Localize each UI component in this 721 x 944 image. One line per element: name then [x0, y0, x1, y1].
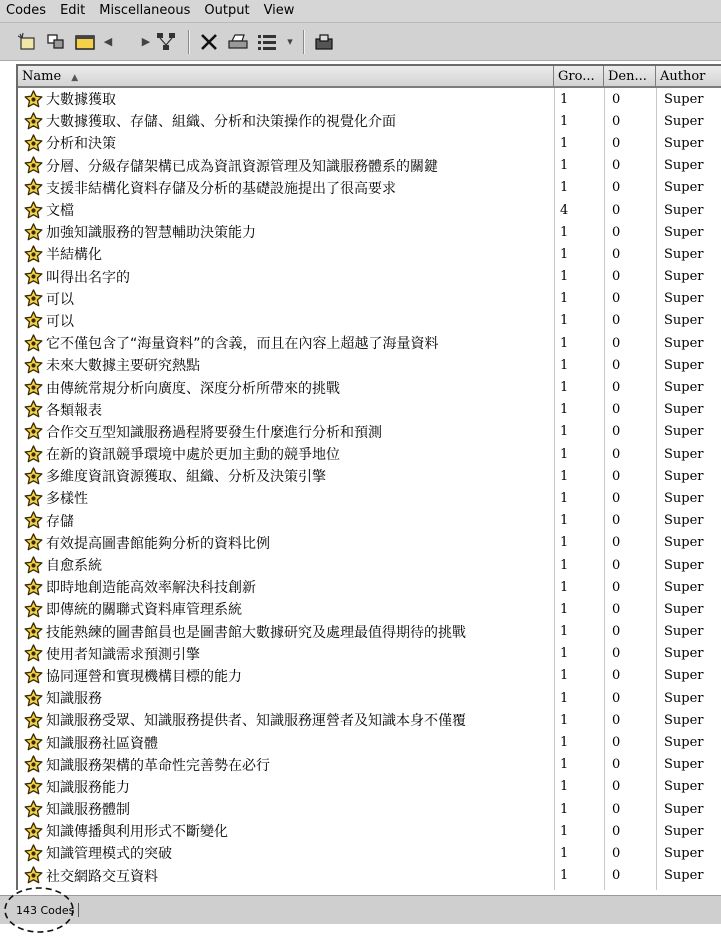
groundedness-cell: 1: [560, 380, 569, 396]
code-star-icon: [24, 112, 43, 131]
code-row[interactable]: [18, 354, 721, 376]
code-star-icon: [24, 800, 43, 819]
code-star-icon: [24, 356, 43, 375]
groundedness-cell: 1: [560, 446, 569, 462]
author-cell: Super: [664, 690, 704, 706]
code-name-cell: [18, 422, 554, 442]
author-cell: Super: [664, 224, 704, 240]
groundedness-cell: 1: [560, 424, 569, 440]
code-name: 大數據獲取: [46, 92, 116, 109]
dropdown-icon: ▾: [287, 35, 293, 48]
code-row[interactable]: [18, 443, 721, 465]
code-name: 由傳統常規分析向廣度、深度分析所帶來的挑戰: [46, 380, 340, 397]
toolbar: [0, 23, 721, 61]
code-star-icon: [24, 378, 43, 397]
density-cell: 0: [612, 779, 621, 795]
code-list-pane[interactable]: [16, 64, 721, 890]
rectangle-icon: [74, 32, 96, 52]
code-name-cell: [18, 511, 554, 531]
code-star-icon: [24, 866, 43, 885]
menu-output[interactable]: Output: [204, 3, 250, 18]
code-name-cell: [18, 488, 554, 508]
code-name: 存儲: [46, 513, 74, 530]
code-star-icon: [24, 489, 43, 508]
groundedness-cell: 1: [560, 313, 569, 329]
groundedness-cell: 1: [560, 246, 569, 262]
code-row[interactable]: [18, 798, 721, 820]
density-cell: 0: [612, 246, 621, 262]
menu-codes[interactable]: Codes: [6, 3, 47, 18]
groundedness-cell: 1: [560, 779, 569, 795]
code-row[interactable]: [18, 132, 721, 154]
code-row[interactable]: [18, 266, 721, 288]
code-list: [18, 88, 721, 887]
status-bar: [0, 895, 721, 924]
code-name-cell: [18, 799, 554, 819]
code-name: 知識服務社區資體: [46, 735, 158, 752]
author-cell: Super: [664, 91, 704, 107]
code-name: 加強知識服務的智慧輔助決策能力: [46, 225, 256, 242]
code-name-cell: [18, 178, 554, 198]
code-star-icon: [24, 134, 43, 153]
author-cell: Super: [664, 801, 704, 817]
code-name: 知識服務體制: [46, 802, 130, 819]
code-name: 有效提高圖書館能夠分析的資料比例: [46, 535, 270, 552]
code-row[interactable]: [18, 155, 721, 177]
code-row[interactable]: [18, 221, 721, 243]
density-cell: 0: [612, 624, 621, 640]
author-cell: Super: [664, 823, 704, 839]
density-cell: 0: [612, 845, 621, 861]
export-button[interactable]: [311, 29, 337, 55]
density-cell: 0: [612, 380, 621, 396]
code-name-cell: [18, 666, 554, 686]
groundedness-cell: 1: [560, 468, 569, 484]
annotation-circle: [2, 884, 76, 936]
column-header-name[interactable]: [18, 66, 554, 87]
column-header-groundedness[interactable]: Gro...: [554, 66, 604, 87]
code-star-icon: [24, 711, 43, 730]
groundedness-cell: 1: [560, 601, 569, 617]
groundedness-cell: 1: [560, 557, 569, 573]
code-star-icon: [24, 844, 43, 863]
code-name-cell: [18, 622, 554, 642]
code-row[interactable]: [18, 554, 721, 576]
author-cell: Super: [664, 291, 704, 307]
code-name: 未來大數據主要研究熱點: [46, 358, 200, 375]
code-row[interactable]: [18, 510, 721, 532]
author-cell: Super: [664, 490, 704, 506]
code-star-icon: [24, 289, 43, 308]
code-name-cell: [18, 644, 554, 664]
menu-miscellaneous[interactable]: Miscellaneous: [99, 3, 191, 18]
author-cell: Super: [664, 335, 704, 351]
density-cell: 0: [612, 868, 621, 884]
code-name: 技能熟練的圖書館員也是圖書館大數據研究及處理最值得期待的挑戰: [46, 624, 466, 641]
column-header-author[interactable]: Author: [656, 66, 721, 87]
network-icon: [155, 31, 177, 53]
density-cell: 0: [612, 202, 621, 218]
code-row[interactable]: [18, 643, 721, 665]
code-row[interactable]: [18, 376, 721, 398]
forward-button[interactable]: [139, 29, 153, 55]
code-name: 協同運營和實現機構目標的能力: [46, 668, 242, 685]
menu-bar: [0, 0, 721, 23]
groundedness-cell: 1: [560, 646, 569, 662]
author-cell: Super: [664, 779, 704, 795]
code-star-icon: [24, 733, 43, 752]
groundedness-cell: 1: [560, 91, 569, 107]
code-star-icon: [24, 311, 43, 330]
author-cell: Super: [664, 402, 704, 418]
code-name-cell: [18, 733, 554, 753]
groundedness-cell: 1: [560, 158, 569, 174]
code-row[interactable]: [18, 288, 721, 310]
author-cell: Super: [664, 646, 704, 662]
code-name: 即傳統的關聯式資料庫管理系統: [46, 602, 242, 619]
code-star-icon: [24, 400, 43, 419]
density-cell: 0: [612, 424, 621, 440]
code-name-cell: [18, 244, 554, 264]
density-cell: 0: [612, 513, 621, 529]
code-star-icon: [24, 622, 43, 641]
author-cell: Super: [664, 269, 704, 285]
density-cell: 0: [612, 269, 621, 285]
code-name-cell: [18, 599, 554, 619]
rectangle-button[interactable]: [72, 29, 98, 55]
density-cell: 0: [612, 490, 621, 506]
density-cell: 0: [612, 357, 621, 373]
density-cell: 0: [612, 180, 621, 196]
menu-view[interactable]: View: [263, 3, 295, 18]
groundedness-cell: 1: [560, 668, 569, 684]
code-row[interactable]: [18, 842, 721, 864]
code-name-cell: [18, 688, 554, 708]
toolbar-separator: [188, 30, 190, 54]
code-star-icon: [24, 422, 43, 441]
code-name: 使用者知識需求預測引擎: [46, 646, 200, 663]
code-name-cell: [18, 843, 554, 863]
code-row[interactable]: [18, 421, 721, 443]
density-cell: 0: [612, 646, 621, 662]
view-dropdown[interactable]: [283, 29, 297, 55]
code-name-cell: [18, 156, 554, 176]
code-name-cell: [18, 533, 554, 553]
author-cell: Super: [664, 513, 704, 529]
code-row[interactable]: [18, 621, 721, 643]
density-cell: 0: [612, 335, 621, 351]
code-star-icon: [24, 578, 43, 597]
author-cell: Super: [664, 446, 704, 462]
back-button[interactable]: [101, 29, 115, 55]
code-star-icon: [24, 777, 43, 796]
sort-ascending-icon: ▲: [71, 73, 79, 83]
code-name-cell: [18, 200, 554, 220]
list-view-button[interactable]: [254, 29, 280, 55]
menu-edit[interactable]: Edit: [60, 3, 86, 18]
code-star-icon: [24, 267, 43, 286]
groundedness-cell: 1: [560, 579, 569, 595]
density-cell: 0: [612, 801, 621, 817]
code-row[interactable]: [18, 731, 721, 753]
code-name: 半結構化: [46, 247, 102, 264]
code-name: 分層、分級存儲架構已成為資訊資源管理及知識服務體系的關鍵: [46, 158, 438, 175]
copy-icon: [46, 32, 66, 52]
density-cell: 0: [612, 535, 621, 551]
code-name-cell: [18, 267, 554, 287]
groundedness-cell: 1: [560, 269, 569, 285]
code-row[interactable]: [18, 199, 721, 221]
density-cell: 0: [612, 91, 621, 107]
code-row[interactable]: [18, 332, 721, 354]
groundedness-cell: 1: [560, 690, 569, 706]
author-cell: Super: [664, 468, 704, 484]
code-name: 叫得出名字的: [46, 269, 130, 286]
groundedness-cell: 1: [560, 712, 569, 728]
author-cell: Super: [664, 579, 704, 595]
groundedness-cell: 1: [560, 845, 569, 861]
density-cell: 0: [612, 735, 621, 751]
code-star-icon: [24, 90, 43, 109]
code-name: 知識服務: [46, 691, 102, 708]
code-name-cell: [18, 710, 554, 730]
code-star-icon: [24, 511, 43, 530]
code-name: 合作交互型知識服務過程將要發生什麼進行分析和預測: [46, 424, 382, 441]
author-cell: Super: [664, 868, 704, 884]
new-code-icon: [17, 32, 37, 52]
groundedness-cell: 1: [560, 735, 569, 751]
code-name: 知識服務受眾、知識服務提供者、知識服務運營者及知識本身不僅覆: [46, 713, 466, 730]
author-cell: Super: [664, 135, 704, 151]
list-view-icon: [256, 32, 278, 52]
code-name-cell: [18, 378, 554, 398]
code-star-icon: [24, 755, 43, 774]
groundedness-cell: 1: [560, 535, 569, 551]
code-star-icon: [24, 223, 43, 242]
author-cell: Super: [664, 180, 704, 196]
author-cell: Super: [664, 158, 704, 174]
code-star-icon: [24, 245, 43, 264]
code-name: 可以: [46, 291, 74, 308]
author-cell: Super: [664, 380, 704, 396]
author-cell: Super: [664, 557, 704, 573]
density-cell: 0: [612, 158, 621, 174]
code-row[interactable]: [18, 177, 721, 199]
groundedness-cell: 1: [560, 801, 569, 817]
density-cell: 0: [612, 757, 621, 773]
author-cell: Super: [664, 246, 704, 262]
print-icon: [227, 32, 249, 52]
code-name-cell: [18, 755, 554, 775]
code-name: 知識傳播與利用形式不斷變化: [46, 824, 228, 841]
groundedness-cell: 4: [560, 202, 569, 218]
network-button[interactable]: [153, 29, 179, 55]
groundedness-cell: 1: [560, 823, 569, 839]
code-row[interactable]: [18, 576, 721, 598]
code-name: 文檔: [46, 203, 74, 220]
code-row[interactable]: [18, 110, 721, 132]
groundedness-cell: 1: [560, 291, 569, 307]
author-cell: Super: [664, 424, 704, 440]
forward-arrow-icon: ▶: [141, 35, 151, 48]
code-row[interactable]: [18, 465, 721, 487]
code-name: 知識服務架構的革命性完善勢在必行: [46, 757, 270, 774]
code-row[interactable]: [18, 776, 721, 798]
code-row[interactable]: [18, 754, 721, 776]
groundedness-cell: 1: [560, 513, 569, 529]
groundedness-cell: 1: [560, 113, 569, 129]
density-cell: 0: [612, 313, 621, 329]
code-name: 可以: [46, 313, 74, 330]
density-cell: 0: [612, 712, 621, 728]
density-cell: 0: [612, 135, 621, 151]
code-star-icon: [24, 666, 43, 685]
author-cell: Super: [664, 313, 704, 329]
code-name: 支援非結構化資料存儲及分析的基礎設施提出了很高要求: [46, 180, 396, 197]
density-cell: 0: [612, 557, 621, 573]
code-row[interactable]: [18, 865, 721, 887]
code-name-cell: [18, 400, 554, 420]
code-name: 多維度資訊資源獲取、組織、分析及決策引擎: [46, 469, 326, 486]
code-name: 各類報表: [46, 402, 102, 419]
density-cell: 0: [612, 224, 621, 240]
density-cell: 0: [612, 402, 621, 418]
code-name: 即時地創造能高效率解決科技創新: [46, 580, 256, 597]
code-name: 自愈系統: [46, 558, 102, 575]
groundedness-cell: 1: [560, 402, 569, 418]
author-cell: Super: [664, 668, 704, 684]
code-name-cell: [18, 466, 554, 486]
new-code-button[interactable]: [14, 29, 40, 55]
density-cell: 0: [612, 113, 621, 129]
back-arrow-icon: ◀: [103, 35, 113, 48]
density-cell: 0: [612, 291, 621, 307]
density-cell: 0: [612, 446, 621, 462]
code-row[interactable]: [18, 88, 721, 110]
code-row[interactable]: [18, 709, 721, 731]
column-header-name-label: Name: [22, 69, 62, 84]
export-icon: [313, 32, 335, 52]
code-count: 143 Codes: [16, 903, 75, 917]
code-star-icon: [24, 156, 43, 175]
code-name-cell: [18, 133, 554, 153]
code-row[interactable]: [18, 820, 721, 842]
author-cell: Super: [664, 624, 704, 640]
copy-button[interactable]: [43, 29, 69, 55]
code-name: 多樣性: [46, 491, 88, 508]
code-star-icon: [24, 467, 43, 486]
groundedness-cell: 1: [560, 624, 569, 640]
code-name-cell: [18, 333, 554, 353]
author-cell: Super: [664, 357, 704, 373]
delete-icon: [199, 32, 219, 52]
code-name-cell: [18, 577, 554, 597]
code-row[interactable]: [18, 310, 721, 332]
status-separator: [78, 903, 79, 917]
groundedness-cell: 1: [560, 335, 569, 351]
code-row[interactable]: [18, 243, 721, 265]
code-star-icon: [24, 689, 43, 708]
groundedness-cell: 1: [560, 180, 569, 196]
code-name: 分析和決策: [46, 136, 116, 153]
author-cell: Super: [664, 601, 704, 617]
column-header-density[interactable]: Den...: [604, 66, 656, 87]
author-cell: Super: [664, 113, 704, 129]
code-name-cell: [18, 111, 554, 131]
code-name: 社交網路交互資料: [46, 868, 158, 885]
groundedness-cell: 1: [560, 757, 569, 773]
code-name-cell: [18, 289, 554, 309]
list-header: [18, 66, 721, 88]
code-row[interactable]: [18, 687, 721, 709]
density-cell: 0: [612, 690, 621, 706]
author-cell: Super: [664, 535, 704, 551]
code-row[interactable]: [18, 532, 721, 554]
author-cell: Super: [664, 757, 704, 773]
density-cell: 0: [612, 579, 621, 595]
author-cell: Super: [664, 712, 704, 728]
code-name-cell: [18, 355, 554, 375]
code-star-icon: [24, 822, 43, 841]
code-row[interactable]: [18, 399, 721, 421]
code-star-icon: [24, 533, 43, 552]
author-cell: Super: [664, 202, 704, 218]
code-name-cell: [18, 222, 554, 242]
code-name-cell: [18, 311, 554, 331]
code-star-icon: [24, 445, 43, 464]
code-star-icon: [24, 644, 43, 663]
code-name-cell: [18, 444, 554, 464]
density-cell: 0: [612, 668, 621, 684]
groundedness-cell: 1: [560, 490, 569, 506]
groundedness-cell: 1: [560, 224, 569, 240]
code-name: 知識服務能力: [46, 779, 130, 796]
code-name-cell: [18, 555, 554, 575]
groundedness-cell: 1: [560, 868, 569, 884]
code-star-icon: [24, 334, 43, 353]
code-name-cell: [18, 866, 554, 886]
code-row[interactable]: [18, 487, 721, 509]
code-name: 大數據獲取、存儲、組織、分析和決策操作的視覺化介面: [46, 114, 396, 131]
code-name-cell: [18, 777, 554, 797]
density-cell: 0: [612, 468, 621, 484]
code-star-icon: [24, 201, 43, 220]
code-name: 在新的資訊競爭環境中處於更加主動的競爭地位: [46, 447, 340, 464]
density-cell: 0: [612, 601, 621, 617]
code-row[interactable]: [18, 598, 721, 620]
density-cell: 0: [612, 823, 621, 839]
code-name-cell: [18, 821, 554, 841]
groundedness-cell: 1: [560, 135, 569, 151]
code-name: 知識管理模式的突破: [46, 846, 172, 863]
code-row[interactable]: [18, 665, 721, 687]
author-cell: Super: [664, 735, 704, 751]
code-star-icon: [24, 556, 43, 575]
delete-button[interactable]: [196, 29, 222, 55]
groundedness-cell: 1: [560, 357, 569, 373]
code-star-icon: [24, 600, 43, 619]
author-cell: Super: [664, 845, 704, 861]
code-star-icon: [24, 178, 43, 197]
print-button[interactable]: [225, 29, 251, 55]
code-name-cell: [18, 89, 554, 109]
code-name: 它不僅包含了“海量資料”的含義，而且在內容上超越了海量資料: [46, 336, 439, 353]
toolbar-separator: [303, 30, 305, 54]
